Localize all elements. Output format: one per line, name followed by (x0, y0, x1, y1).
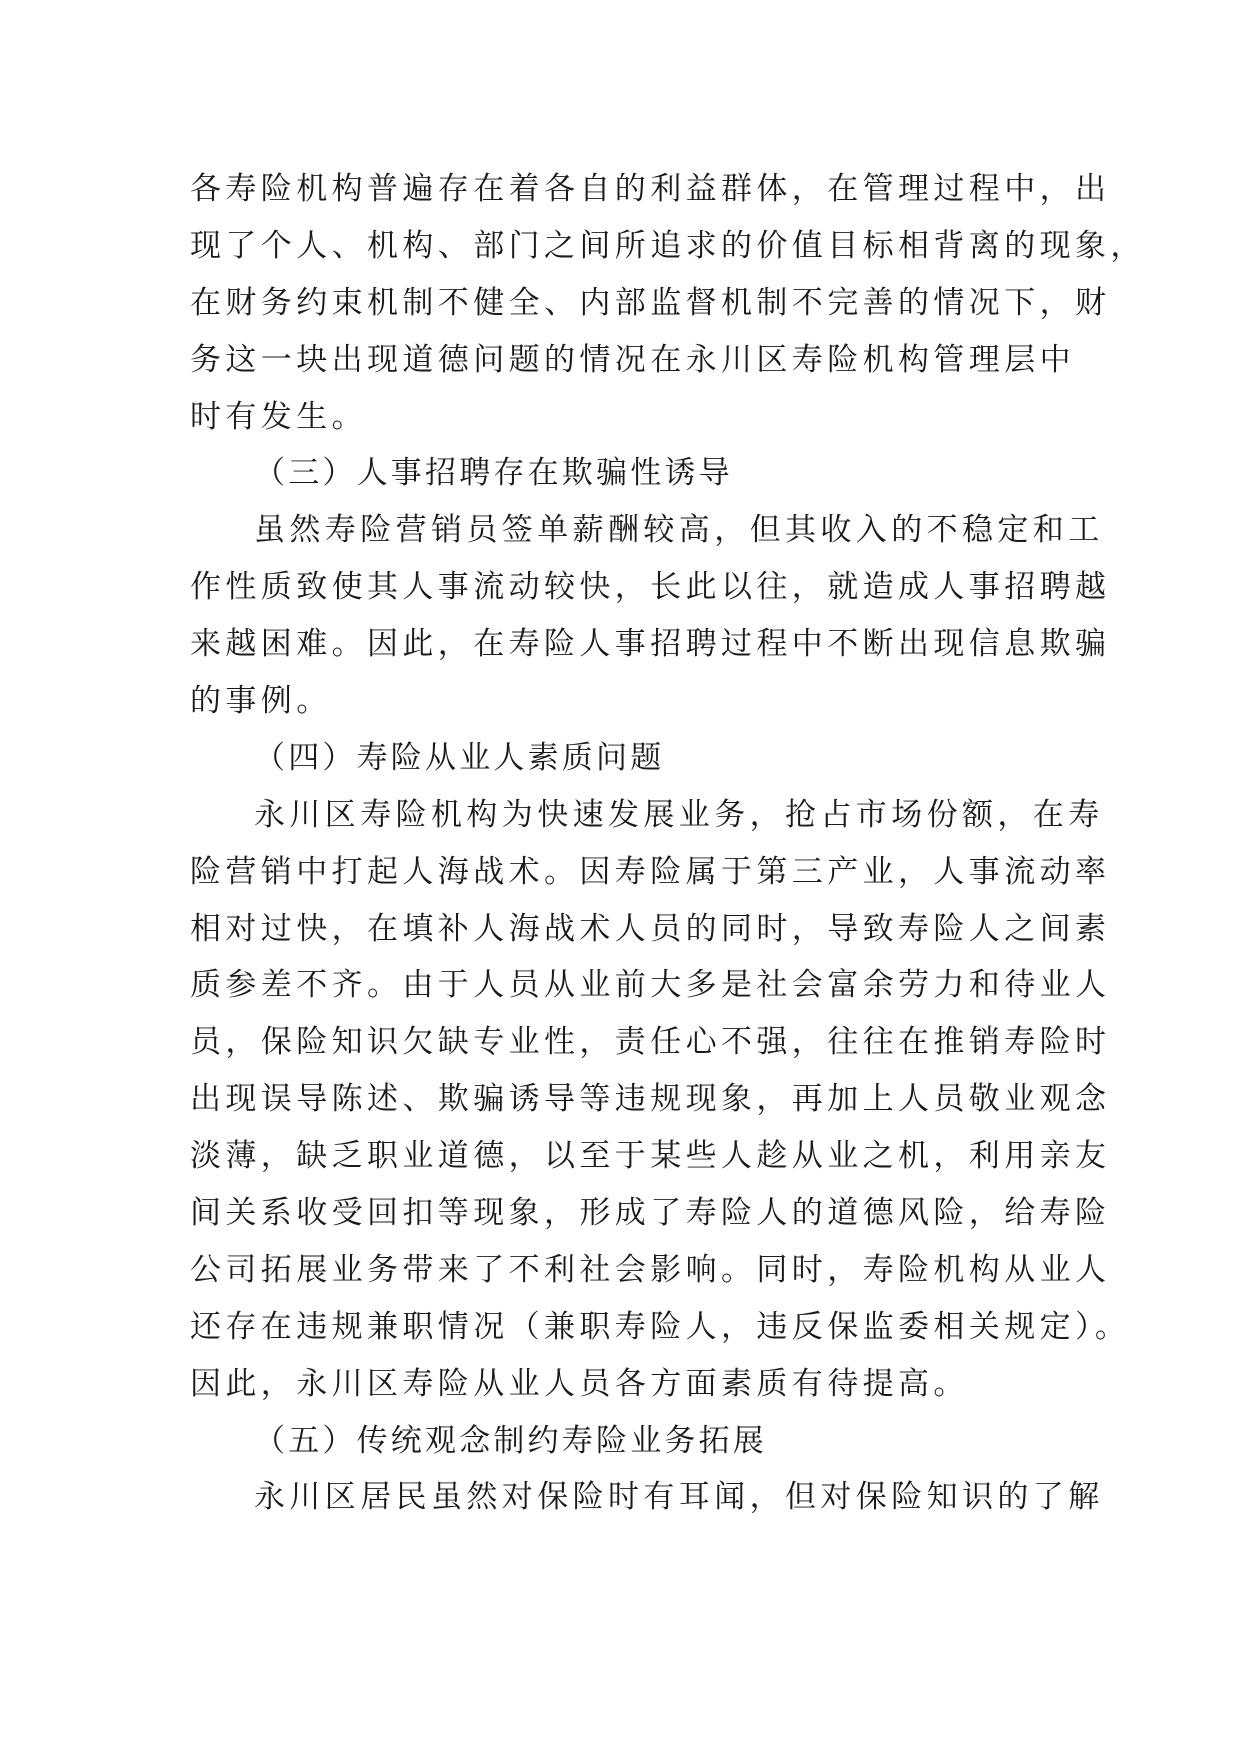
section-heading-5: （五）传统观念制约寿险业务拓展 (254, 1422, 767, 1459)
text-line: 因此，永川区寿险从业人员各方面素质有待提高。 (190, 1365, 969, 1402)
paragraph-start: 虽然寿险营销员签单薪酬较高，但其收入的不稳定和工 (254, 512, 1104, 549)
text-line: 险营销中打起人海战术。因寿险属于第三产业，人事流动率 (190, 853, 1111, 890)
text-line: 出现误导陈述、欺骗诱导等违规现象，再加上人员敬业观念 (190, 1081, 1111, 1118)
text-line: 质参差不齐。由于人员从业前大多是社会富余劳力和待业人 (190, 967, 1111, 1004)
text-line: 来越困难。因此，在寿险人事招聘过程中不断出现信息欺骗 (190, 626, 1111, 663)
text-line: 淡薄，缺乏职业道德，以至于某些人趁从业之机，利用亲友 (190, 1138, 1111, 1175)
text-line: 现了个人、机构、部门之间所追求的价值目标相背离的现象， (190, 227, 1146, 264)
text-line: 员，保险知识欠缺专业性，责任心不强，往往在推销寿险时 (190, 1024, 1111, 1061)
document-body (190, 161, 1146, 1526)
section-heading-4: （四）寿险从业人素质问题 (254, 739, 665, 776)
text-line: 各寿险机构普遍存在着各自的利益群体，在管理过程中，出 (190, 171, 1111, 207)
text-line: 作性质致使其人事流动较快，长此以往，就造成人事招聘越 (190, 569, 1111, 606)
paragraph-start: 永川区寿险机构为快速发展业务，抢占市场份额，在寿 (254, 796, 1104, 833)
section-heading-3: （三）人事招聘存在欺骗性诱导 (254, 455, 733, 492)
text-line: 间关系收受回扣等现象，形成了寿险人的道德风险，给寿险 (190, 1195, 1111, 1232)
text-line: 时有发生。 (190, 398, 367, 435)
text-line: 相对过快，在填补人海战术人员的同时，导致寿险人之间素 (190, 910, 1111, 947)
text-line: 公司拓展业务带来了不利社会影响。同时，寿险机构从业人 (190, 1251, 1111, 1288)
text-line: 务这一块出现道德问题的情况在永川区寿险机构管理层中 (190, 341, 1075, 378)
paragraph-start: 永川区居民虽然对保险时有耳闻，但对保险知识的了解 (254, 1479, 1104, 1516)
text-line: 的事例。 (190, 683, 332, 720)
text-line: 还存在违规兼职情况（兼职寿险人，违反保监委相关规定）。 (190, 1308, 1131, 1345)
text-line: 在财务约束机制不健全、内部监督机制不完善的情况下，财 (190, 284, 1111, 321)
